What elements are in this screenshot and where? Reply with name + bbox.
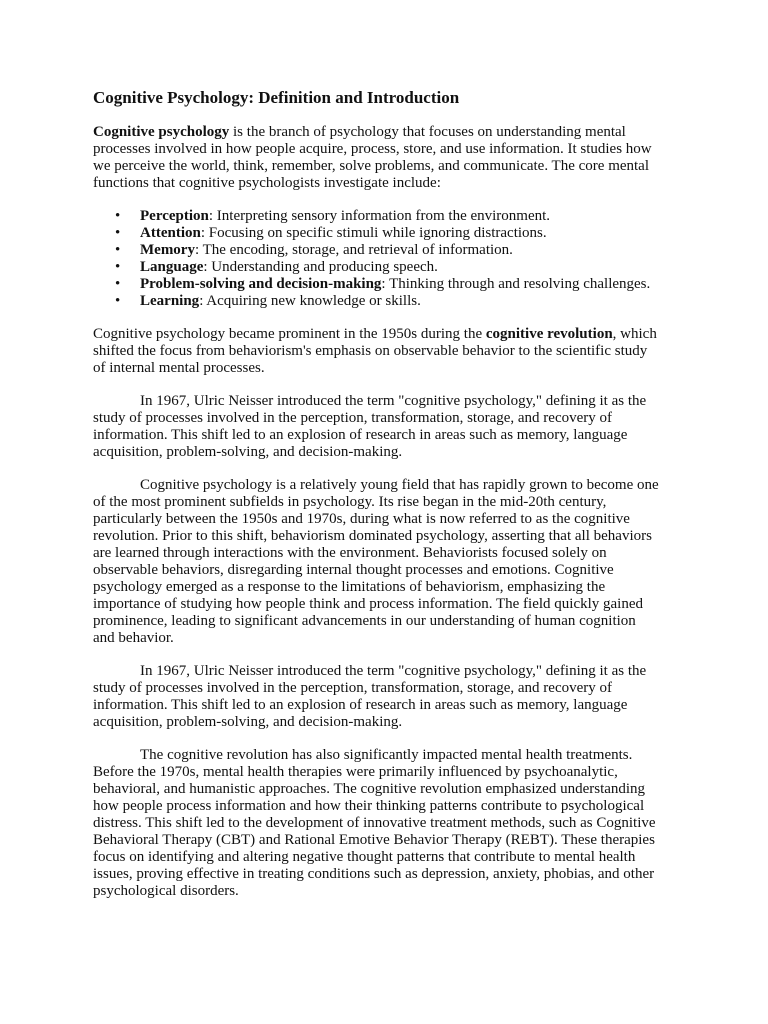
text-run: psychology emerged as a response to the limitations of behaviorism, emphasizing the: [93, 579, 606, 595]
text-run: shifted the focus from behaviorism's emphasis on observable behavior to the scientific study: [93, 343, 648, 359]
text-run: Before the 1970s, mental health therapies were primarily influenced by psychoanalytic,: [93, 764, 618, 780]
text-line: [93, 158, 693, 175]
text-run: functions that cognitive psychologists investigate include:: [93, 175, 441, 191]
text-run: behavioral, and humanistic approaches. The cognitive revolution emphasized understanding: [93, 781, 646, 797]
paragraph: [93, 477, 693, 647]
text-run: and behavior.: [93, 630, 174, 646]
document-page: [93, 88, 693, 916]
text-run: study of processes involved in the perception, transformation, storage, and recovery of: [93, 680, 613, 696]
text-line: [93, 579, 693, 596]
bullet-icon: •: [115, 225, 121, 241]
text-line: [93, 427, 693, 444]
text-line: [93, 360, 693, 377]
text-line: [93, 747, 693, 764]
bullet-icon: •: [115, 242, 121, 258]
list-item: [93, 225, 693, 242]
list-item-term: Attention: [140, 225, 201, 241]
bullet-icon: •: [115, 276, 121, 292]
paragraph: [93, 663, 693, 731]
bold-term: Cognitive psychology: [93, 124, 230, 140]
text-run: acquisition, problem-solving, and decision-making.: [93, 714, 403, 730]
text-run: particularly between the 1950s and 1970s, during what is now referred to as the cognitive: [93, 511, 630, 527]
text-line: [93, 494, 693, 511]
list-item: [93, 276, 693, 293]
text-line: [93, 815, 693, 832]
text-line: [93, 866, 693, 883]
list-item: [93, 242, 693, 259]
text-line: [93, 562, 693, 579]
body-paragraphs: [93, 326, 693, 900]
text-run: Cognitive psychology is a relatively young field that has rapidly grown to become one: [140, 477, 659, 493]
mental-functions-list: [93, 208, 693, 310]
text-line: [93, 545, 693, 562]
text-line: [93, 326, 693, 343]
text-run: distress. This shift led to the development of innovative treatment methods, such as Cognitive: [93, 815, 656, 831]
list-item-description: : Thinking through and resolving challenges.: [381, 276, 651, 292]
list-item-term: Learning: [140, 293, 200, 309]
text-run: of the most prominent subfields in psychology. Its rise began in the mid-20th century,: [93, 494, 607, 510]
text-run: issues, proving effective in treating conditions such as depression, anxiety, phobias, and other: [93, 866, 655, 882]
text-run: how people process information and how their thinking patterns contribute to psychological: [93, 798, 645, 814]
text-line: [93, 630, 693, 647]
list-item-term: Language: [140, 259, 204, 275]
text-run: focus on identifying and altering negative thought patterns that contribute to mental health: [93, 849, 636, 865]
intro-paragraph: [93, 124, 693, 192]
text-run: , which: [612, 326, 657, 342]
list-item: [93, 208, 693, 225]
list-item: [93, 293, 693, 310]
text-line: [93, 832, 693, 849]
text-run: processes involved in how people acquire, process, store, and use information. It studies how: [93, 141, 652, 157]
text-run: of internal mental processes.: [93, 360, 265, 376]
text-run: are learned through interactions with the environment. Behaviorists focused solely on: [93, 545, 607, 561]
text-run: information. This shift led to an explosion of research in areas such as memory, language: [93, 697, 628, 713]
text-run: Cognitive psychology became prominent in the 1950s during the: [93, 326, 486, 342]
list-item-term: Problem-solving and decision-making: [140, 276, 382, 292]
text-line: [93, 849, 693, 866]
text-run: we perceive the world, think, remember, solve problems, and communicate. The core mental: [93, 158, 650, 174]
text-line: [93, 477, 693, 494]
text-run: The cognitive revolution has also significantly impacted mental health treatments.: [140, 747, 633, 763]
text-run: observable behaviors, disregarding internal thought processes and emotions. Cognitive: [93, 562, 614, 578]
text-line: [93, 124, 693, 141]
text-line: [93, 410, 693, 427]
list-item-description: : Acquiring new knowledge or skills.: [199, 293, 421, 309]
text-run: In 1967, Ulric Neisser introduced the term "cognitive psychology," defining it as the: [140, 393, 647, 409]
paragraph: [93, 393, 693, 461]
text-run: information. This shift led to an explosion of research in areas such as memory, language: [93, 427, 628, 443]
text-line: [93, 697, 693, 714]
text-run: importance of studying how people think and process information. The field quickly gained: [93, 596, 644, 612]
text-line: [93, 175, 693, 192]
bullet-icon: •: [115, 208, 121, 224]
text-line: [93, 596, 693, 613]
text-run: revolution. Prior to this shift, behaviorism dominated psychology, asserting that all behaviors: [93, 528, 652, 544]
list-item-term: Memory: [140, 242, 195, 258]
paragraph: [93, 747, 693, 900]
list-item-description: : The encoding, storage, and retrieval of information.: [194, 242, 513, 258]
text-line: [93, 764, 693, 781]
text-line: [93, 680, 693, 697]
text-line: [93, 511, 693, 528]
bullet-icon: •: [115, 259, 121, 275]
text-line: [93, 528, 693, 545]
text-line: [93, 781, 693, 798]
list-item-description: : Interpreting sensory information from the environment.: [208, 208, 551, 224]
list-item-description: : Focusing on specific stimuli while ignoring distractions.: [200, 225, 547, 241]
document-title: Cognitive Psychology: Definition and Introduction: [93, 88, 460, 107]
list-item-description: : Understanding and producing speech.: [203, 259, 438, 275]
text-line: [93, 393, 693, 410]
text-line: [93, 714, 693, 731]
bullet-icon: •: [115, 293, 121, 309]
text-line: [93, 613, 693, 630]
bold-term: cognitive revolution: [485, 326, 613, 342]
text-run: In 1967, Ulric Neisser introduced the term "cognitive psychology," defining it as the: [140, 663, 647, 679]
text-run: prominence, leading to significant advancements in our understanding of human cognition: [93, 613, 636, 629]
text-line: [93, 141, 693, 158]
list-item: [93, 259, 693, 276]
text-line: [93, 883, 693, 900]
list-item-term: Perception: [140, 208, 209, 224]
text-run: study of processes involved in the perception, transformation, storage, and recovery of: [93, 410, 613, 426]
text-run: psychological disorders.: [93, 883, 239, 899]
paragraph: [93, 326, 693, 377]
text-line: [93, 343, 693, 360]
text-run: Behavioral Therapy (CBT) and Rational Emotive Behavior Therapy (REBT). These therapies: [93, 832, 655, 848]
text-run: is the branch of psychology that focuses on understanding mental: [229, 124, 626, 140]
text-run: acquisition, problem-solving, and decision-making.: [93, 444, 403, 460]
text-line: [93, 798, 693, 815]
text-line: [93, 663, 693, 680]
text-line: [93, 444, 693, 461]
